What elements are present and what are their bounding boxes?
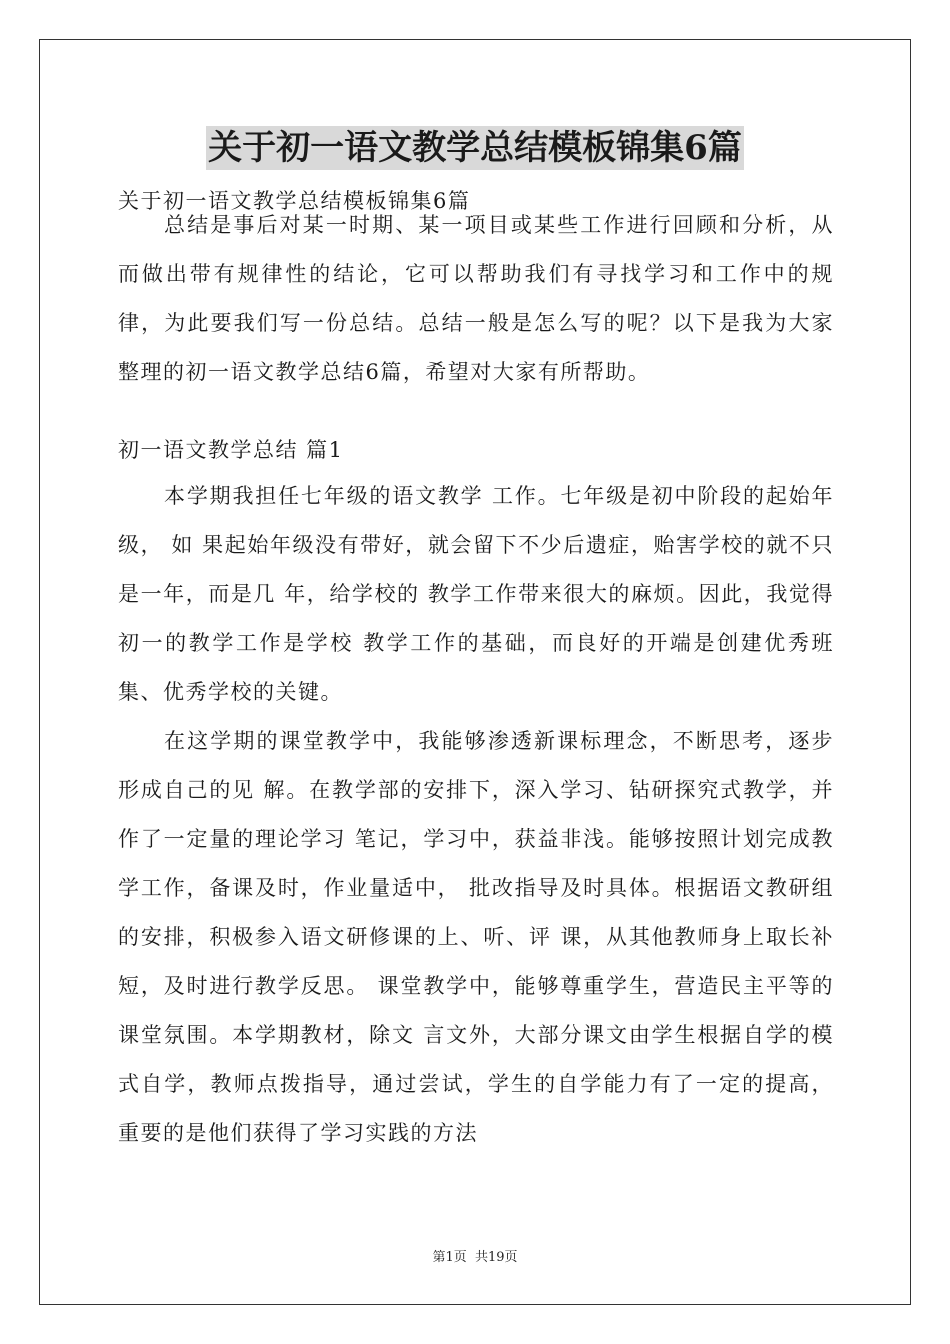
title-container [0,126,950,170]
page-footer [0,1246,950,1265]
body-paragraph: 在这学期的课堂教学中，我能够渗透新课标理念，不断思考，逐步形成自己的见 解。在教学部的安排下，深入学习、钻研探究式教学，并作了一定量的理论学习 笔记，学习中，获益非浅。能够按照计划完成教学工作，备课及时，作业量适中， 批改指导及时具体。根据语文教研组的安排，积极参入语文研修课的上、听、评 课，从其他教师身上取长补短，及时进行教学反思。 课堂教学中，能够尊重学生，营造民主平等的课堂氛围。本学期教材，除文 言文外，大部分课文由学生根据自学的模式自学，教师点拨指导，通过尝试，学生的自学能力有了一定的提高，重要的是他们获得了学习实践的方法 [118,729,834,1145]
document-title: 关于初一语文教学总结模板锦集6篇 [208,128,742,168]
body-paragraph: 本学期我担任七年级的语文教学 工作。七年级是初中阶段的起始年级， 如 果起始年级没有带好，就会留下不少后遗症，贻害学校的就不只是一年，而是几 年，给学校的 教学工作带来很大的麻烦。因此，我觉得初一的教学工作是学校 教学工作的基础，而良好的开端是创建优秀班集、优秀学校的关键。 [118,484,834,704]
document-subtitle: 关于初一语文教学总结模板锦集6篇 [118,189,471,213]
page-number: 第1页 [432,1250,467,1265]
content-block [118,472,834,1158]
intro-block [118,201,834,397]
page-total: 共19页 [474,1250,518,1265]
intro-paragraph: 总结是事后对某一时期、某一项目或某些工作进行回顾和分析，从而做出带有规律性的结论，它可以帮助我们有寻找学习和工作中的规律，为此要我们写一份总结。总结一般是怎么写的呢？以下是我为大家整理的初一语文教学总结6篇，希望对大家有所帮助。 [118,213,834,384]
section-heading: 初一语文教学总结 篇1 [118,438,344,462]
